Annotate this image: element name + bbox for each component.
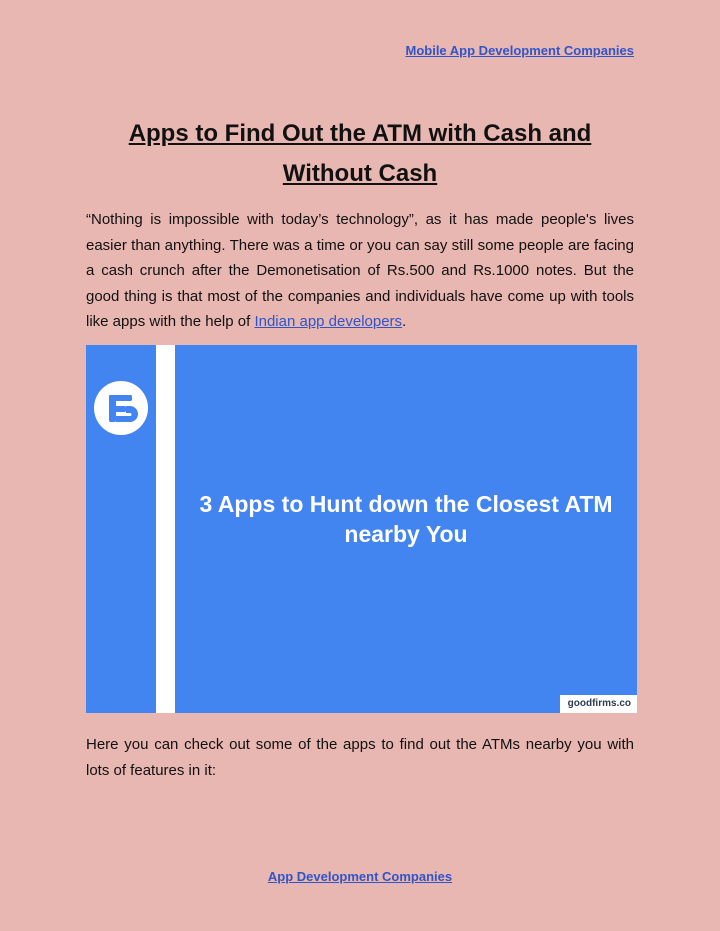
article-banner-image (86, 345, 637, 713)
header-link-mobile-app-development-companies[interactable]: Mobile App Development Companies (405, 43, 634, 58)
page-title: Apps to Find Out the ATM with Cash and Without Cash (128, 120, 592, 187)
banner-headline: 3 Apps to Hunt down the Closest ATM nearby You (199, 491, 613, 547)
intro-paragraph (86, 207, 634, 335)
indian-app-developers-link[interactable]: Indian app developers (254, 313, 403, 330)
intro-text: “Nothing is impossible with today’s technology”, as it has made people's lives easier than anything. There was a time or you can say still some people are facing a cash crunch after the Demonetisation of Rs.500 and Rs.1000 notes. But the good thing is that most of the companies and individuals have come up with tools like apps with the help of (86, 211, 634, 330)
banner-stripe (156, 345, 175, 713)
footer-link-app-development-companies[interactable]: App Development Companies (267, 869, 453, 884)
goodfirms-badge: goodfirms.co (560, 695, 637, 713)
intro-end: . (402, 313, 407, 330)
goodfirms-logo-icon (94, 381, 148, 435)
followup-paragraph: Here you can check out some of the apps to find out the ATMs nearby you with lots of features in it: (86, 736, 634, 779)
